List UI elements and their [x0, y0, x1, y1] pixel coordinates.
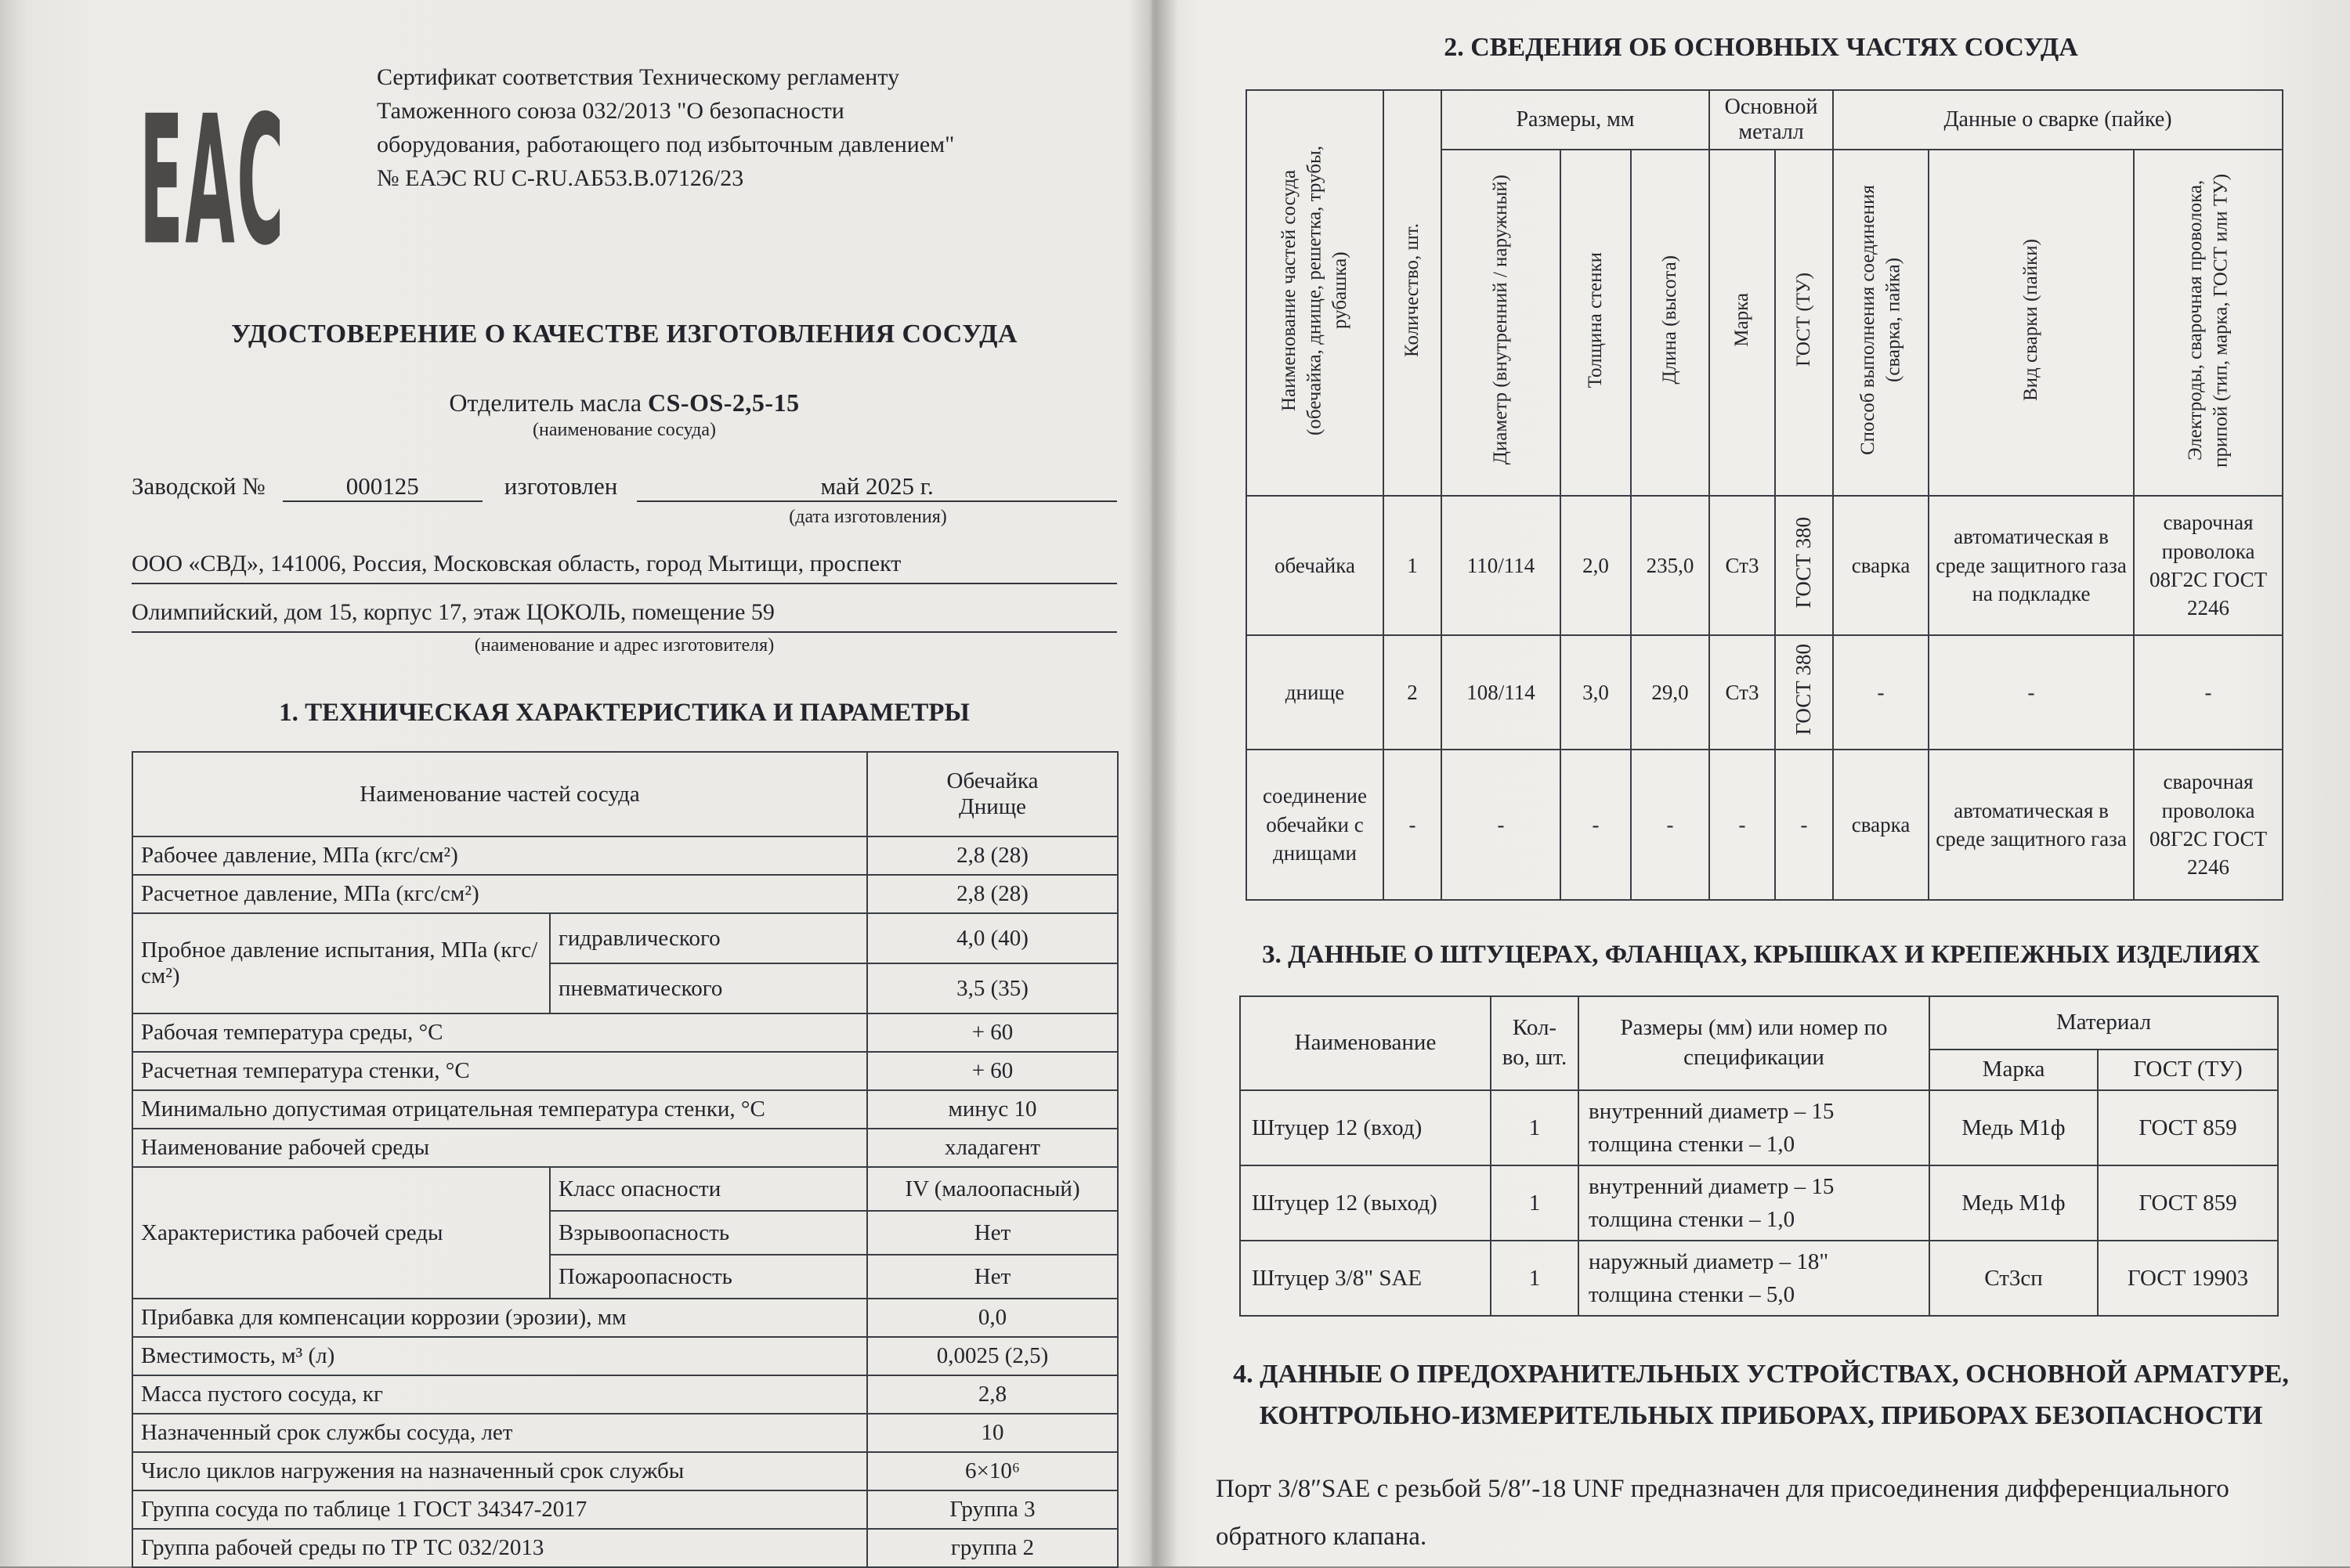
t2-cell-qty: 2	[1383, 635, 1441, 750]
serial-line	[132, 472, 1117, 502]
t3-cell-grade: Медь М1ф	[1929, 1090, 2098, 1165]
t1-cell-value: Нет	[867, 1255, 1118, 1299]
made-label: изготовлен	[504, 472, 618, 500]
t1-cell-value: + 60	[867, 1013, 1118, 1052]
t3-header-name: Наименование	[1240, 996, 1491, 1090]
page-left-content	[132, 47, 1117, 1568]
t3-header-sizes: Размеры (мм) или номер по спецификации	[1578, 996, 1929, 1090]
t1-cell-value: 2,8 (28)	[867, 836, 1118, 875]
t3-cell-sizes	[1578, 1241, 1929, 1316]
t2-header-thickness: Толщина стенки	[1560, 150, 1631, 496]
t3-size-line: толщина стенки – 5,0	[1589, 1282, 1795, 1308]
t1-header-value-line: Днище	[959, 794, 1027, 819]
t2-cell-name: днище	[1246, 635, 1383, 750]
section1-title: 1. ТЕХНИЧЕСКАЯ ХАРАКТЕРИСТИКА И ПАРАМЕТРЫ	[279, 699, 970, 727]
t1-cell-value: 10	[867, 1414, 1118, 1452]
t2-cell-thickness: 2,0	[1560, 496, 1631, 635]
page-right-content	[1213, 22, 2309, 1561]
serial-label: Заводской №	[132, 472, 266, 500]
t2-cell-weld-type: автоматическая в среде защитного газа	[1929, 750, 2134, 900]
t1-cell-label: Вместимость, м³ (л)	[132, 1337, 867, 1375]
t2-cell-method: -	[1833, 635, 1929, 750]
t1-cell-value: хладагент	[867, 1129, 1118, 1167]
t1-header-name: Наименование частей сосуда	[132, 752, 867, 836]
t2-cell-thickness: 3,0	[1560, 635, 1631, 750]
address-line: Олимпийский, дом 15, корпус 17, этаж ЦОКОЛЬ, помещение 59	[132, 597, 1117, 633]
vessel-name-line	[132, 388, 1117, 417]
section3-title: 3. ДАННЫЕ О ШТУЦЕРАХ, ФЛАНЦАХ, КРЫШКАХ И КРЕПЕЖНЫХ ИЗДЕЛИЯХ	[1262, 941, 2260, 969]
t1-cell-label: Расчетная температура стенки, °С	[132, 1052, 867, 1090]
t2-header-weld-group: Данные о сварке (пайке)	[1833, 90, 2283, 150]
book-spine-fold	[1128, 0, 1178, 1566]
t2-header-quantity: Количество, шт.	[1383, 90, 1441, 496]
t2-cell-diameter: 108/114	[1441, 635, 1560, 750]
t2-cell-grade: Ст3	[1709, 496, 1775, 635]
t1-cell-label: Минимально допустимая отрицательная температура стенки, °С	[132, 1090, 867, 1129]
t3-cell-grade: Медь М1ф	[1929, 1165, 2098, 1241]
eac-logo	[132, 47, 339, 286]
t1-cell-label: Наименование рабочей среды	[132, 1129, 867, 1167]
t3-header-qty: Кол-во, шт.	[1491, 996, 1578, 1090]
t2-header-gost: ГОСТ (ТУ)	[1775, 150, 1833, 496]
t2-cell-name: обечайка	[1246, 496, 1383, 635]
t1-cell-value: 0,0	[867, 1299, 1118, 1337]
t2-cell-length: 235,0	[1631, 496, 1709, 635]
t3-size-line: толщина стенки – 1,0	[1589, 1207, 1795, 1233]
t3-cell-grade: Ст3сп	[1929, 1241, 2098, 1316]
t2-cell-thickness: -	[1560, 750, 1631, 900]
vessel-model: CS-OS-2,5-15	[648, 388, 800, 417]
t2-cell-grade: Ст3	[1709, 635, 1775, 750]
page-right	[1152, 0, 2350, 1566]
t2-cell-length: 29,0	[1631, 635, 1709, 750]
t3-cell-gost: ГОСТ 859	[2098, 1090, 2278, 1165]
t2-header-diameter: Диаметр (внутренний / наружный)	[1441, 150, 1560, 496]
t1-cell-value: + 60	[867, 1052, 1118, 1090]
t1-cell-value: Нет	[867, 1211, 1118, 1255]
fittings-table	[1239, 995, 2279, 1317]
section4-title: 4. ДАННЫЕ О ПРЕДОХРАНИТЕЛЬНЫХ УСТРОЙСТВАХ, ОСНОВНОЙ АРМАТУРЕ, КОНТРОЛЬНО-ИЗМЕРИТЕЛЬНЫХ ПРИБОРАХ, ПРИБОРАХ БЕЗОПАСНОСТИ	[1233, 1360, 2289, 1431]
t1-cell-value: 6×10⁶	[867, 1452, 1118, 1490]
t1-cell-label: Назначенный срок службы сосуда, лет	[132, 1414, 867, 1452]
t2-cell-gost: ГОСТ 380	[1775, 496, 1833, 635]
t1-cell-sublabel: Пожароопасность	[550, 1255, 867, 1299]
t2-cell-method: сварка	[1833, 496, 1929, 635]
vessel-parts-table	[1246, 89, 2283, 901]
t2-header-sizes-group: Размеры, мм	[1441, 90, 1709, 150]
t2-cell-electrodes: сварочная проволока 08Г2С ГОСТ 2246	[2134, 750, 2283, 900]
t3-cell-qty: 1	[1491, 1241, 1578, 1316]
technical-characteristics-table	[132, 751, 1119, 1568]
page-left	[0, 0, 1152, 1566]
certificate-header	[132, 47, 1117, 286]
t3-header-grade: Марка	[1929, 1050, 2098, 1090]
t3-cell-gost: ГОСТ 19903	[2098, 1241, 2278, 1316]
t3-cell-qty: 1	[1491, 1090, 1578, 1165]
section4-text: Порт 3/8″SAE с резьбой 5/8″-18 UNF предназначен для присоединения дифференциального обратного клапана.	[1216, 1474, 2229, 1551]
t1-cell-value: IV (малоопасный)	[867, 1167, 1118, 1211]
t1-cell-value: 2,8	[867, 1375, 1118, 1414]
t2-header-metal-group: Основной металл	[1709, 90, 1833, 150]
manufacturer-address	[132, 548, 1117, 633]
t1-header-value-line: Обечайка	[946, 768, 1039, 793]
t1-cell-sublabel: гидравлического	[550, 913, 867, 963]
t1-cell-label: Характеристика рабочей среды	[132, 1167, 550, 1299]
serial-number: 000125	[283, 472, 483, 502]
t3-cell-sizes	[1578, 1165, 1929, 1241]
t2-header-length: Длина (высота)	[1631, 150, 1709, 496]
section2-title: 2. СВЕДЕНИЯ ОБ ОСНОВНЫХ ЧАСТЯХ СОСУДА	[1444, 33, 2078, 62]
t1-cell-label: Масса пустого сосуда, кг	[132, 1375, 867, 1414]
t2-cell-electrodes: -	[2134, 635, 2283, 750]
t2-cell-diameter: -	[1441, 750, 1560, 900]
t1-cell-value: 3,5 (35)	[867, 963, 1118, 1013]
t1-cell-value: 0,0025 (2,5)	[867, 1337, 1118, 1375]
t1-cell-label: Прибавка для компенсации коррозии (эрозии), мм	[132, 1299, 867, 1337]
t3-size-line: внутренний диаметр – 15	[1589, 1099, 1835, 1125]
t1-cell-sublabel: Взрывоопасность	[550, 1211, 867, 1255]
t3-header-gost: ГОСТ (ТУ)	[2098, 1050, 2278, 1090]
document-title: УДОСТОВЕРЕНИЕ О КАЧЕСТВЕ ИЗГОТОВЛЕНИЯ СОСУДА	[231, 320, 1018, 349]
t2-cell-name: соединение обечайки с днищами	[1246, 750, 1383, 900]
t1-cell-value: 4,0 (40)	[867, 913, 1118, 963]
t2-cell-weld-type: -	[1929, 635, 2134, 750]
t1-cell-value: 2,8 (28)	[867, 875, 1118, 913]
t2-header-part-name: Наименование частей сосуда (обечайка, днище, решетка, трубы, рубашка)	[1246, 90, 1383, 496]
date-caption: (дата изготовления)	[789, 507, 947, 527]
t1-cell-label: Пробное давление испытания, МПа (кгс/см²)	[132, 913, 550, 1013]
t1-cell-label: Рабочая температура среды, °С	[132, 1013, 867, 1052]
address-line: ООО «СВД», 141006, Россия, Московская область, город Мытищи, проспект	[132, 548, 1117, 584]
t3-cell-name: Штуцер 3/8" SAE	[1240, 1241, 1491, 1316]
t1-cell-label: Рабочее давление, МПа (кгс/см²)	[132, 836, 867, 875]
t2-cell-qty: 1	[1383, 496, 1441, 635]
t3-size-line: толщина стенки – 1,0	[1589, 1132, 1795, 1158]
t3-cell-gost: ГОСТ 859	[2098, 1165, 2278, 1241]
t2-cell-weld-type: автоматическая в среде защитного газа на подкладке	[1929, 496, 2134, 635]
eac-mark-icon: ЕАС	[139, 78, 286, 286]
t1-cell-value: группа 2	[867, 1529, 1118, 1567]
t2-cell-gost: ГОСТ 380	[1775, 635, 1833, 750]
vessel-name-prefix: Отделитель масла	[449, 388, 642, 417]
address-caption: (наименование и адрес изготовителя)	[474, 635, 775, 656]
t1-cell-label: Число циклов нагружения на назначенный срок службы	[132, 1452, 867, 1490]
t2-header-grade: Марка	[1709, 150, 1775, 496]
t3-cell-name: Штуцер 12 (вход)	[1240, 1090, 1491, 1165]
t1-cell-label: Группа рабочей среды по ТР ТС 032/2013	[132, 1529, 867, 1567]
t2-cell-qty: -	[1383, 750, 1441, 900]
t1-header-value	[867, 752, 1118, 836]
t1-cell-value: минус 10	[867, 1090, 1118, 1129]
manufacture-date: май 2025 г.	[637, 472, 1117, 502]
t2-cell-gost: -	[1775, 750, 1833, 900]
t2-cell-method: сварка	[1833, 750, 1929, 900]
t2-cell-length: -	[1631, 750, 1709, 900]
t2-cell-diameter: 110/114	[1441, 496, 1560, 635]
vessel-name-caption: (наименование сосуда)	[533, 420, 716, 440]
t2-header-weld-type: Вид сварки (пайки)	[1929, 150, 2134, 496]
t3-size-line: внутренний диаметр – 15	[1589, 1174, 1835, 1200]
t3-size-line: наружный диаметр – 18"	[1589, 1249, 1829, 1275]
t3-cell-qty: 1	[1491, 1165, 1578, 1241]
t1-cell-label: Расчетное давление, МПа (кгс/см²)	[132, 875, 867, 913]
t2-header-electrodes: Электроды, сварочная проволока, припой (тип, марка, ГОСТ или ТУ)	[2134, 150, 2283, 496]
t1-cell-sublabel: пневматического	[550, 963, 867, 1013]
t1-cell-label: Группа сосуда по таблице 1 ГОСТ 34347-2017	[132, 1490, 867, 1529]
t3-cell-name: Штуцер 12 (выход)	[1240, 1165, 1491, 1241]
t1-cell-sublabel: Класс опасности	[550, 1167, 867, 1211]
certificate-text: Сертификат соответствия Техническому регламенту Таможенного союза 032/2013 "О безопасности оборудования, работающего под избыточным давлением" № ЕАЭС RU C-RU.АБ53.В.07126/23	[377, 64, 955, 191]
t1-cell-value: Группа 3	[867, 1490, 1118, 1529]
t2-header-method: Способ выполнения соединения (сварка, пайка)	[1833, 150, 1929, 496]
t2-cell-grade: -	[1709, 750, 1775, 900]
t3-cell-sizes	[1578, 1090, 1929, 1165]
t3-header-material-group: Материал	[1929, 996, 2278, 1050]
t2-cell-electrodes: сварочная проволока 08Г2С ГОСТ 2246	[2134, 496, 2283, 635]
